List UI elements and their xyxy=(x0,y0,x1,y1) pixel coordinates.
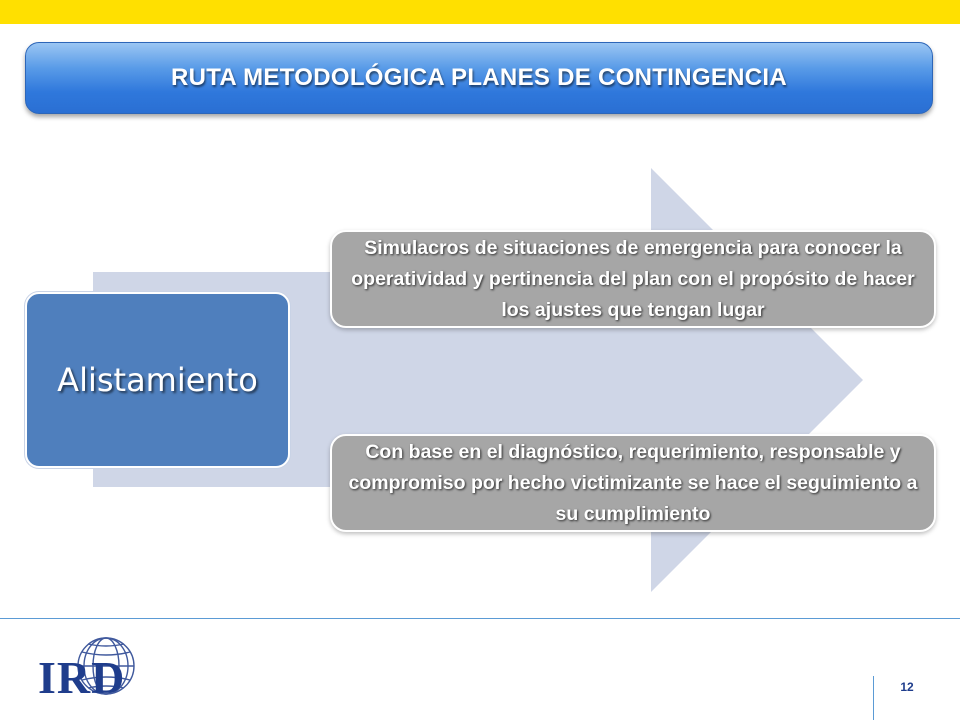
activity-item-2-text: Con base en el diagnóstico, requerimiento, responsable y compromiso por hecho victimizante se hace el seguimiento a su cumplimiento xyxy=(348,440,918,525)
ird-logo xyxy=(36,636,146,700)
phase-label: Alistamiento xyxy=(57,361,258,399)
footer-divider xyxy=(0,618,960,619)
activity-item-1 xyxy=(330,230,936,328)
logo-text: IRD xyxy=(38,652,126,700)
page-number-divider xyxy=(873,676,874,720)
page-number: 12 xyxy=(900,680,914,694)
phase-box xyxy=(25,292,290,468)
slide-title: RUTA METODOLÓGICA PLANES DE CONTINGENCIA xyxy=(170,64,787,91)
activity-item-2 xyxy=(330,434,936,532)
activity-item-1-text: Simulacros de situaciones de emergencia para conocer la operatividad y pertinencia del plan con el propósito de hacer los ajustes que tengan lugar xyxy=(351,236,915,321)
